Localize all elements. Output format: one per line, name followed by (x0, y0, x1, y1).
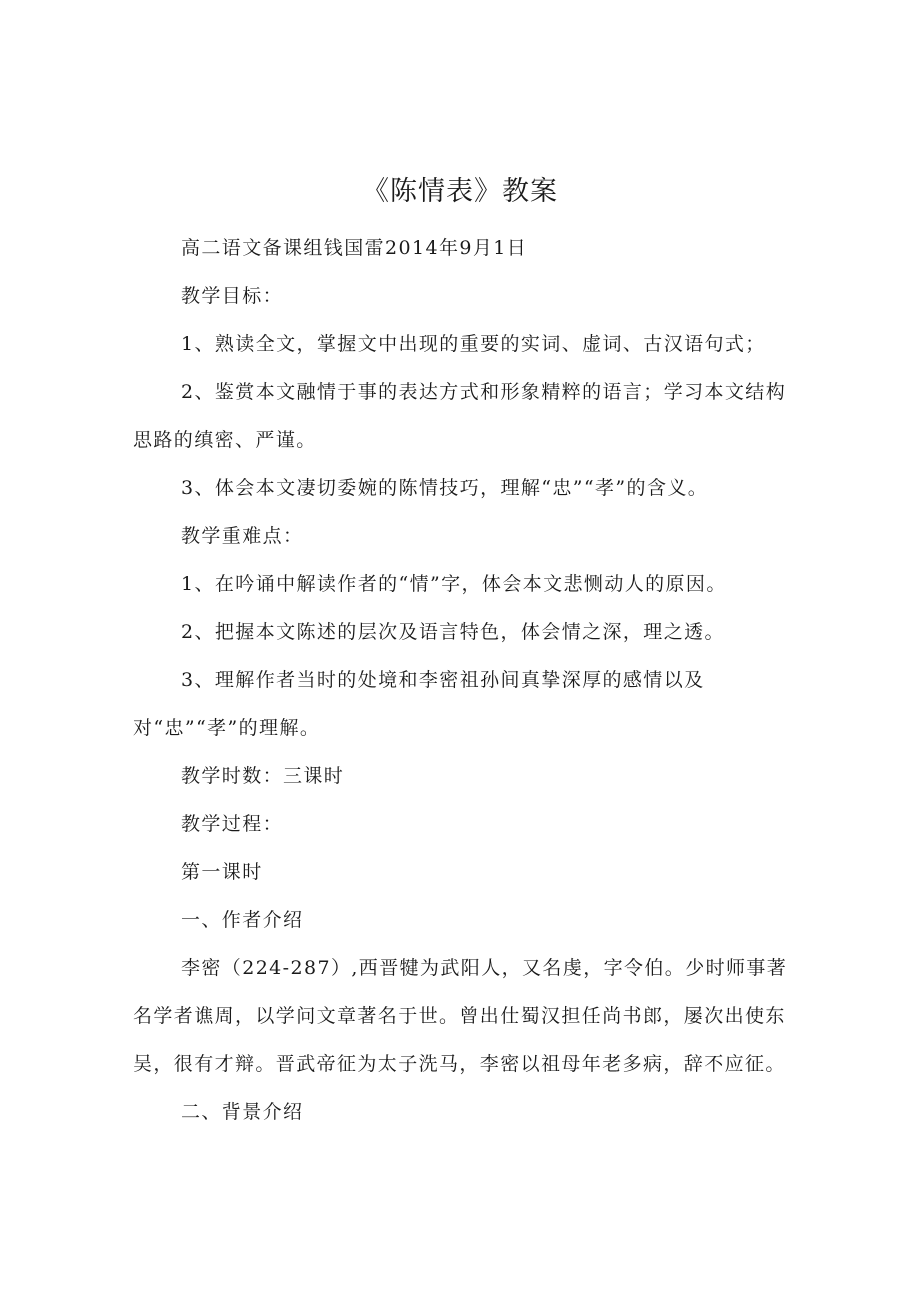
key-point-item: 3、理解作者当时的处境和李密祖孙间真挚深厚的感情以及对“忠”“孝”的理解。 (133, 669, 705, 739)
key-point-item: 2、把握本文陈述的层次及语言特色，体会情之深，理之透。 (181, 621, 725, 643)
teaching-hours: 教学时数：三课时 (181, 765, 345, 787)
section-heading-author: 一、作者介绍 (181, 909, 304, 931)
author-paragraph: 李密（224-287）,西晋犍为武阳人，又名虔，字令伯。少时师事著名学者谯周，以学问文章著名于世。曾出仕蜀汉担任尚书郎，屡次出使东吴，很有才辩。晋武帝征为太子洗马，李密以祖母年老多病，辞不应征。 (133, 957, 788, 1075)
process-heading: 教学过程： (181, 813, 284, 835)
lesson-heading: 第一课时 (181, 861, 263, 883)
objective-item: 3、体会本文凄切委婉的陈情技巧，理解“忠”“孝”的含义。 (181, 477, 709, 499)
objective-item: 1、熟读全文，掌握文中出现的重要的实词、虚词、古汉语句式； (181, 333, 766, 355)
document-body (133, 224, 798, 1136)
document-title: 《陈情表》教案 (362, 176, 558, 207)
objectives-heading: 教学目标： (181, 285, 284, 307)
section-heading-background: 二、背景介绍 (181, 1101, 304, 1123)
objective-item: 2、鉴赏本文融情于事的表达方式和形象精粹的语言；学习本文结构思路的缜密、严谨。 (133, 381, 787, 451)
key-points-heading: 教学重难点： (181, 525, 304, 547)
key-point-item: 1、在吟诵中解读作者的“情”字，体会本文悲恻动人的原因。 (181, 573, 727, 595)
byline: 高二语文备课组钱国雷2014年9月1日 (181, 237, 528, 259)
